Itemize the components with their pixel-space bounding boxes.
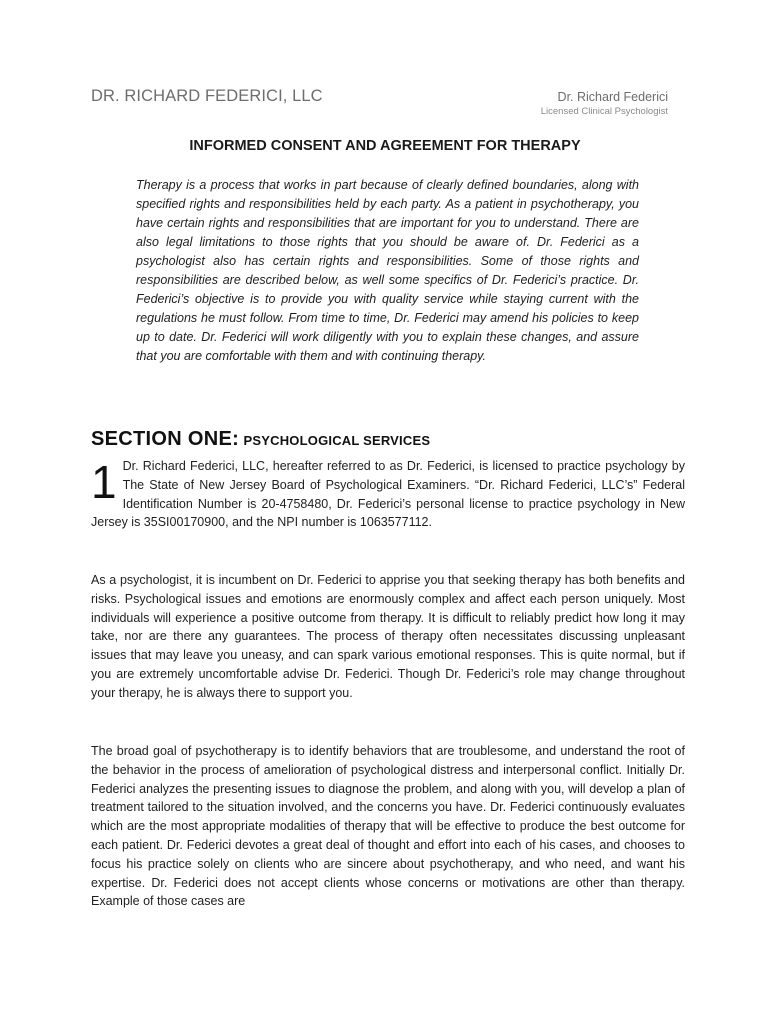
section-paragraph-2: As a psychologist, it is incumbent on Dr. Federici to apprise you that seeking therapy has both benefits and risks. Psychological issues and emotions are enormously complex and affect each person uniquely. Most individuals will experience a positive outcome from therapy. It is difficult to reliably predict how long it may take, nor are there any guarantees. The process of therapy often necessitates discussing unpleasant issues that may leave you uneasy, and can spark various emotional responses. This is quite normal, but if you are extremely uncomfortable advise Dr. Federici. Though Dr. Federici’s role may change throughout your therapy, he is always there to support you. <box>91 573 685 700</box>
section-heading <box>91 428 430 451</box>
section-paragraph-3: The broad goal of psychotherapy is to identify behaviors that are troublesome, and understand the root of the behavior in the process of amelioration of psychological distress and interpersonal conflict. Initially Dr. Federici analyzes the presenting issues to diagnose the problem, and along with you, will develop a plan of treatment tailored to the situation involved, and the concerns you have. Dr. Federici continuously evaluates which are the most appropriate modalities of therapy that will be effective to produce the best outcome for each patient. Dr. Federici devotes a great deal of thought and effort into each of his cases, and chooses to focus his practice solely on clients who are sincere about psychotherapy, and who need, and want his expertise. Dr. Federici does not accept clients whose concerns or motivations are other than therapy. Example of those cases are <box>91 744 685 909</box>
doctor-credential: Licensed Clinical Psychologist <box>540 106 668 117</box>
firm-name: DR. RICHARD FEDERICI, LLC <box>91 87 323 105</box>
doctor-name: Dr. Richard Federici <box>557 90 668 104</box>
section-paragraph-1 <box>91 457 685 532</box>
paragraph-1-text: Dr. Richard Federici, LLC, hereafter referred to as Dr. Federici, is licensed to practice psychology by The State of New Jersey Board of Psychological Examiners. “Dr. Richard Federici, LLC’s” Federal Identification Number is 20-4758480, Dr. Federici’s personal license to practice psychology in New Jersey is 35SI00170900, and the NPI number is 1063577112. <box>91 459 685 530</box>
drop-cap-number: 1 <box>91 456 117 508</box>
document-title: INFORMED CONSENT AND AGREEMENT FOR THERAPY <box>189 138 581 154</box>
intro-paragraph: Therapy is a process that works in part because of clearly defined boundaries, along with specified rights and responsibilities held by each party. As a patient in psychotherapy, you have certain rights and responsibilities that are important for you to understand. There are also legal limitations to those rights that you should be aware of. Dr. Federici as a psychologist also has certain rights and responsibilities. Some of those rights and responsibilities are described below, as well some specifics of Dr. Federici’s practice. Dr. Federici’s objective is to provide you with quality service while staying current with the regulations he must follow. From time to time, Dr. Federici may amend his policies to keep up to date. Dr. Federici will work diligently with you to explain these changes, and assure that you are comfortable with them and with continuing therapy. <box>136 178 639 363</box>
section-heading-main: SECTION ONE: <box>91 428 240 450</box>
section-heading-sub: PSYCHOLOGICAL SERVICES <box>243 433 431 448</box>
